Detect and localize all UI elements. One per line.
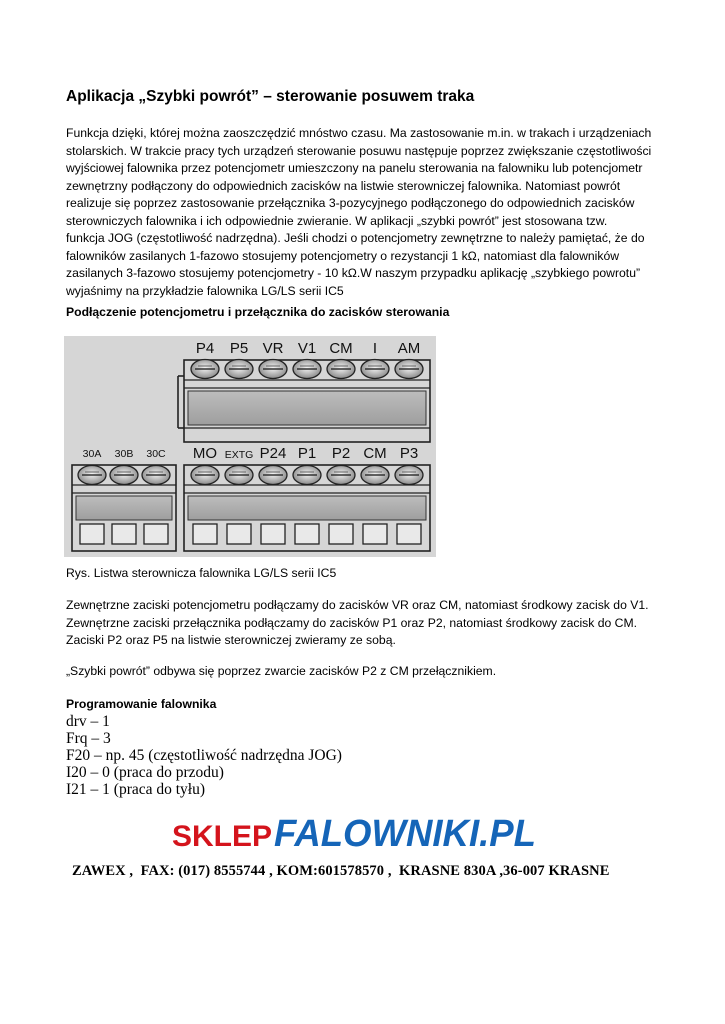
wiring-line: Zewnętrzne zaciski potencjometru podłączamy do zacisków VR oraz CM, natomiast środkowy zacisk do V1. — [66, 598, 649, 612]
wiring-paragraph — [66, 597, 649, 650]
sklep-falowniki-logo — [170, 808, 540, 856]
return-description: „Szybki powrót” odbywa się poprzez zwarcie zacisków P2 z CM przełącznikiem. — [66, 664, 497, 678]
terminal-screw — [395, 466, 423, 485]
terminal-slot — [261, 524, 285, 544]
terminal-screw — [293, 466, 321, 485]
terminal-slot — [397, 524, 421, 544]
terminal-label: P2 — [331, 445, 351, 462]
terminal-slot — [80, 524, 104, 544]
programming-item: drv – 1 — [66, 713, 110, 730]
terminal-label: I — [372, 340, 378, 357]
document-title: Aplikacja „Szybki powrót” – sterowanie posuwem traka — [66, 88, 475, 105]
terminal-screw — [225, 466, 253, 485]
terminal-label: VR — [262, 340, 284, 357]
terminal-screw — [110, 466, 138, 485]
terminal-label: P4 — [195, 340, 215, 357]
programming-heading: Programowanie falownika — [66, 697, 217, 711]
terminal-slot — [144, 524, 168, 544]
intro-line: zasilanych 3-fazowo stosujemy potencjometry - 10 kΩ.W naszym przypadku aplikację „szybkiego powrotu” — [66, 266, 641, 280]
programming-list — [66, 713, 342, 798]
intro-line: funkcja JOG (częstotliwość nadrzędna). Jeśli chodzi o potencjometry zewnętrzne to należy pamiętać, że do — [66, 231, 645, 245]
intro-line: wyjaśnimy na przykładzie falownika LG/LS serii IC5 — [66, 283, 344, 298]
programming-item: F20 – np. 45 (częstotliwość nadrzędna JOG) — [66, 747, 342, 764]
intro-line: wyjściowej falownika przez potencjometr umieszczony na panelu sterowania na falowniku lub potencjometr — [66, 161, 643, 175]
terminal-label: EXTG — [224, 449, 254, 461]
svg-text:SKLEP: SKLEP — [172, 820, 272, 853]
terminal-label: 30A — [82, 448, 102, 460]
terminal-screw — [361, 360, 389, 379]
terminal-screw — [142, 466, 170, 485]
programming-item: I21 – 1 (praca do tyłu) — [66, 781, 206, 798]
terminal-screw — [395, 360, 423, 379]
terminal-label: 30C — [146, 448, 166, 460]
wiring-line: Zewnętrzne zaciski przełącznika podłączamy do zacisków P1 oraz P2, natomiast środkowy zacisk do CM. — [66, 615, 638, 630]
programming-item: I20 – 0 (praca do przodu) — [66, 764, 224, 781]
programming-item: Frq – 3 — [66, 730, 111, 747]
terminal-label: P3 — [399, 445, 419, 462]
terminal-screw — [361, 466, 389, 485]
terminal-screw — [327, 466, 355, 485]
terminal-screw — [191, 466, 219, 485]
terminal-label: 30B — [114, 448, 134, 460]
terminal-slot — [227, 524, 251, 544]
terminal-label: MO — [192, 445, 218, 462]
terminal-slot — [363, 524, 387, 544]
terminal-slot — [329, 524, 353, 544]
terminal-label: V1 — [297, 340, 317, 357]
terminal-label: AM — [397, 340, 421, 357]
terminal-slot — [112, 524, 136, 544]
terminal-label: CM — [363, 445, 387, 462]
intro-line: stolarskich. W trakcie pracy tych urządzeń sterowanie posuwu następuje poprzez zwiększanie częstotliwości — [66, 143, 652, 158]
intro-line: zewnętrzny podłączony do odpowiednich zacisków na listwie sterowniczej falownika. Natomiast powrót — [66, 178, 621, 193]
intro-paragraph — [66, 125, 651, 300]
terminal-screw — [327, 360, 355, 379]
terminal-slot — [193, 524, 217, 544]
terminal-screw — [78, 466, 106, 485]
terminal-screw — [259, 360, 287, 379]
intro-line: falowników zasilanych 1-fazowo stosujemy potencjometry o rezystancji 1 kΩ, natomiast dla falowników — [66, 248, 620, 263]
footer-contact: ZAWEX , FAX: (017) 8555744 , KOM:601578570 , KRASNE 830A ,36-007 KRASNE — [72, 863, 610, 879]
figure-caption: Rys. Listwa sterownicza falownika LG/LS serii IC5 — [66, 566, 337, 580]
intro-line: sterowniczych falownika i ich odpowiednie zwieranie. W aplikacji „szybki powrót” jest stosowana tzw. — [66, 213, 608, 228]
terminal-screw — [259, 466, 287, 485]
section-heading: Podłączenie potencjometru i przełącznika do zacisków sterowania — [66, 305, 450, 319]
terminal-screw — [293, 360, 321, 379]
terminal-label: CM — [329, 340, 353, 357]
terminal-screw — [225, 360, 253, 379]
terminal-label: P24 — [259, 445, 287, 462]
terminal-screw — [191, 360, 219, 379]
svg-text:FALOWNIKI.PL: FALOWNIKI.PL — [274, 813, 536, 855]
wiring-line: Zaciski P2 oraz P5 na listwie sterowniczej zwieramy ze sobą. — [66, 633, 396, 647]
terminal-label: P1 — [297, 445, 317, 462]
terminal-slot — [295, 524, 319, 544]
terminal-label: P5 — [229, 340, 249, 357]
intro-line: realizuje się poprzez zastosowanie przełącznika 3-pozycyjnego podłączonego do odpowiednich zacisków — [66, 196, 635, 210]
intro-line: Funkcja dzięki, której można zaoszczędzić mnóstwo czasu. Ma zastosowanie m.in. w trakach i urządzeniach — [66, 126, 652, 140]
terminal-strip-diagram — [64, 336, 436, 557]
